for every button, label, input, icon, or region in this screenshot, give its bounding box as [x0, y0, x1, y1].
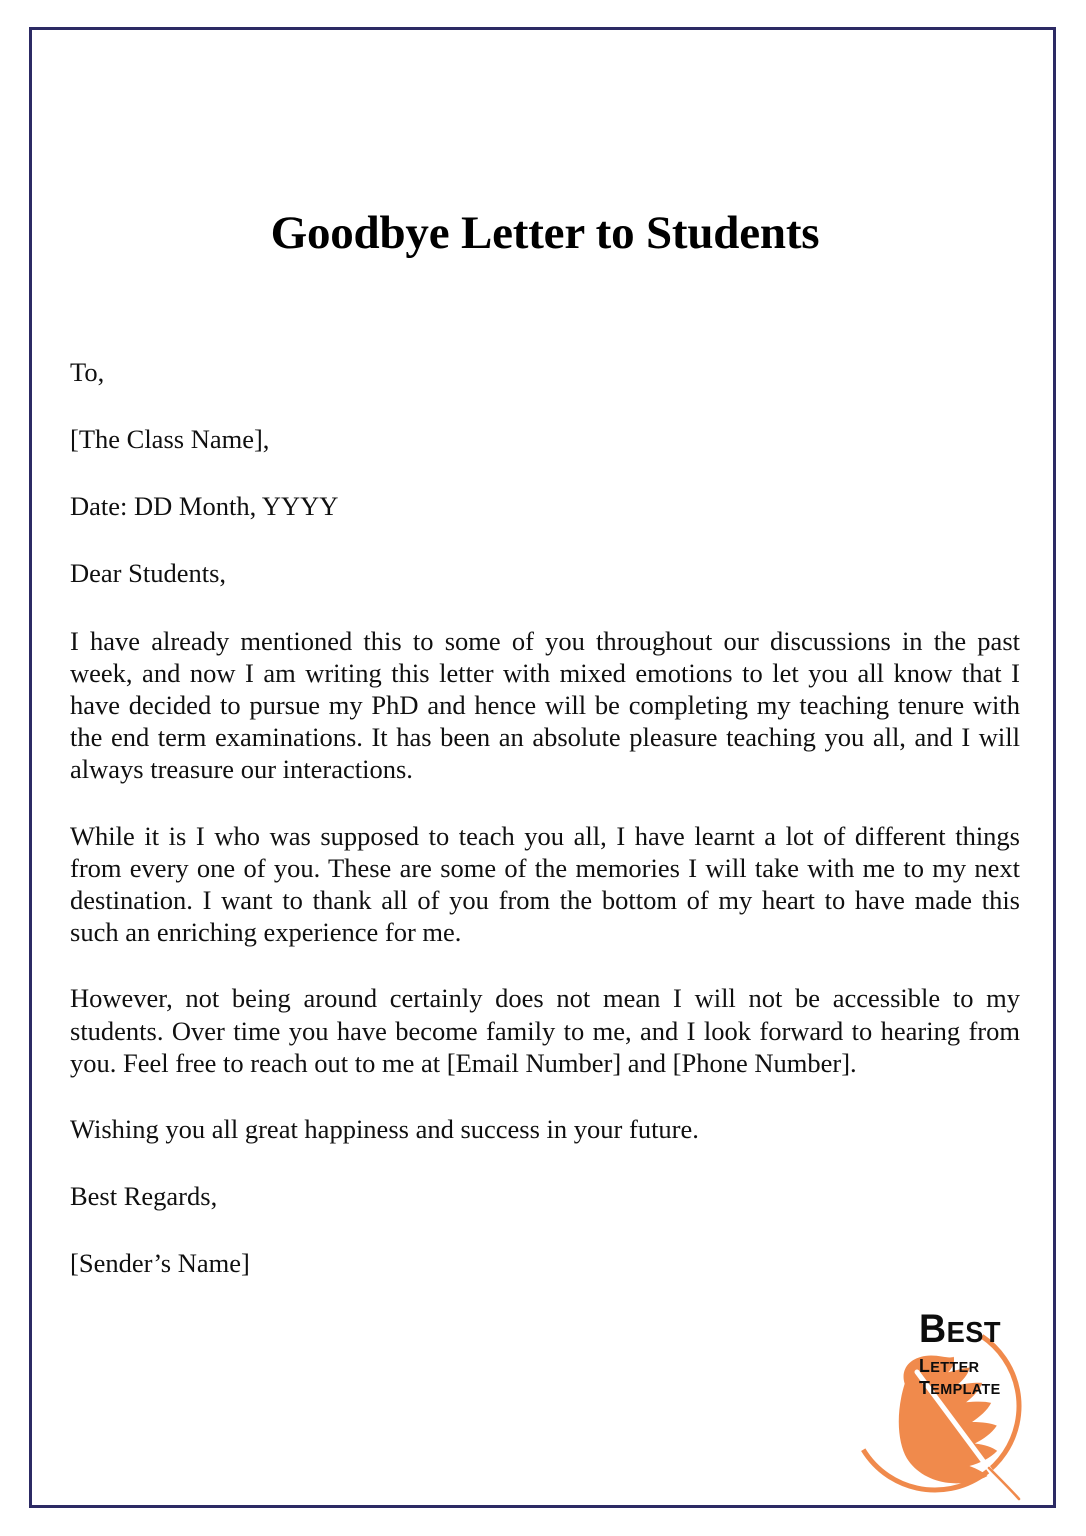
letter-content	[70, 356, 1020, 1280]
letter-paragraph-3: However, not being around certainly does not mean I will not be accessible to my students. Over time you have become family to me, and I look forward to hearing from you. Feel free to reach out to me at [Email Number] and [Phone Number].	[70, 983, 1020, 1078]
letter-document	[70, 190, 1020, 1280]
letter-line-sign-off: Best Regards,	[70, 1181, 218, 1212]
brand-name-secondary-rest-2: EMPLATE	[930, 1381, 1001, 1398]
letter-line-date: Date: DD Month, YYYY	[70, 491, 339, 522]
letter-line-sender-name: [Sender’s Name]	[70, 1248, 250, 1279]
brand-logo	[843, 1296, 1058, 1511]
brand-name-secondary-cap-1: L	[919, 1355, 931, 1376]
brand-name-secondary-rest-1: ETTER	[930, 1359, 980, 1376]
letter-line-wish: Wishing you all great happiness and success in your future.	[70, 1113, 699, 1144]
letter-line-salutation: Dear Students,	[70, 558, 227, 589]
letter-paragraph-2: While it is I who was supposed to teach you all, I have learnt a lot of different things from every one of you. These are some of the memories I will take with me to my next destination. I want to thank all of you from the bottom of my heart to have made this such an enriching experience for me.	[70, 820, 1020, 948]
page-title: Goodbye Letter to Students	[270, 207, 820, 259]
letter-paragraph-1: I have already mentioned this to some of you throughout our discussions in the past week, and now I am writing this letter with mixed emotions to let you all know that I have decided to pursue my PhD and hence will be completing my teaching tenure with the end term examinations. It has been an absolute pleasure teaching you all, and I will always treasure our interactions.	[70, 625, 1020, 785]
brand-logo-text	[919, 1307, 1059, 1400]
brand-name-secondary-cap-2: T	[919, 1377, 931, 1398]
letter-line-class-name: [The Class Name],	[70, 423, 270, 454]
brand-name-primary-cap: B	[919, 1307, 947, 1351]
letter-line-to: To,	[70, 356, 105, 387]
brand-name-primary-rest: EST	[946, 1317, 1002, 1349]
brand-name-secondary	[919, 1356, 1053, 1400]
brand-name-primary	[919, 1307, 1051, 1351]
